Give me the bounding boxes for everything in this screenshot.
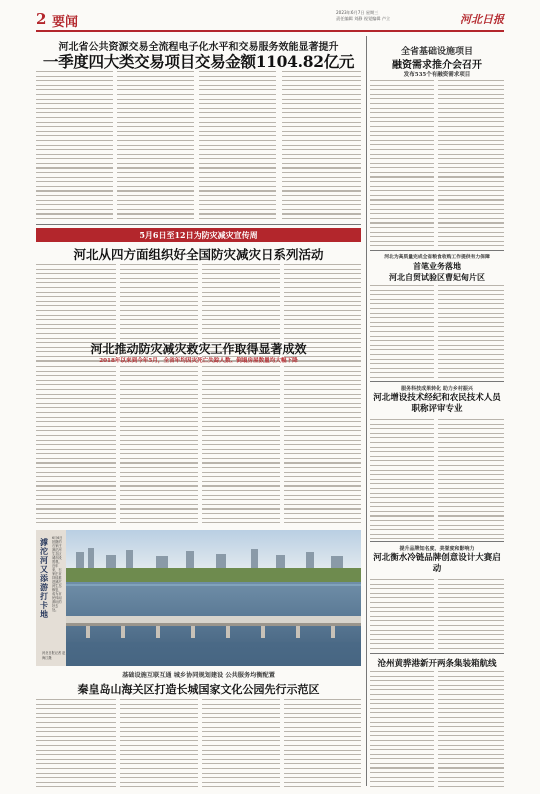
divider bbox=[370, 653, 504, 654]
ftz-kicker: 河北为高质量完成全省粮食收购工作提供有力保障 bbox=[384, 254, 490, 260]
page-meta bbox=[336, 10, 426, 21]
hengshui-kicker: 提升品牌知名度、美誉度和影响力 bbox=[399, 546, 475, 552]
editor-line: 责任编辑 刘静 视觉编辑 卢立 bbox=[336, 15, 391, 21]
rescue-body-col-4 bbox=[284, 366, 361, 526]
photo-caption-panel bbox=[36, 530, 66, 666]
lead-body-col-2 bbox=[117, 71, 194, 221]
photo-caption-text: 6月6日拍摄的石家庄滹沱河生态区城市段景观。近年来，石家庄市持续推进滹沱河生态修复，成为市民休闲游玩的好去处。 bbox=[52, 536, 63, 612]
photo-credit: 河北日报记者 赵海江摄 bbox=[42, 651, 66, 660]
lead-body-col-1 bbox=[36, 71, 113, 221]
qhd-headline: 秦皇岛山海关区打造长城国家文化公园先行示范区 bbox=[77, 683, 320, 696]
disaster-week-banner: 5月6日至12日为防灾减灾宣传周 bbox=[36, 228, 361, 242]
huanghua-body-col-1 bbox=[370, 671, 434, 787]
qhd-body-col-2 bbox=[120, 699, 198, 787]
infra-headline: 融资需求推介会召开 bbox=[392, 60, 482, 71]
infra-body-col-2 bbox=[438, 80, 504, 248]
huanghua-body-col-2 bbox=[438, 671, 504, 787]
lead-body-col-3 bbox=[199, 71, 276, 221]
lead-body-col-4 bbox=[282, 71, 361, 221]
rescue-body-col-3 bbox=[202, 366, 280, 526]
qhd-kicker: 基础设施互联互通 城乡协同规划建设 公共服务均衡配置 bbox=[122, 672, 275, 679]
river-bridge-photo bbox=[66, 530, 361, 666]
ftz-headline-2: 河北自贸试验区曹妃甸片区 bbox=[389, 272, 485, 282]
section-title: 要闻 bbox=[52, 15, 79, 30]
huanghua-headline: 沧州黄骅港新开两条集装箱航线 bbox=[377, 659, 497, 669]
hengshui-body-col-2 bbox=[438, 579, 504, 651]
river-photo-illustration bbox=[66, 530, 361, 666]
rescue-body-col-1 bbox=[36, 366, 116, 526]
date-line: 2023年6月7日 星期三 bbox=[336, 10, 379, 15]
infra-kicker: 全省基础设施项目 bbox=[400, 47, 473, 57]
tech-body-col-2 bbox=[438, 419, 504, 539]
tech-kicker: 服务科技成果转化 助力乡村振兴 bbox=[401, 386, 473, 392]
lead-kicker: 河北省公共资源交易全流程电子化水平和交易服务效能显著提升 bbox=[58, 42, 339, 53]
divider bbox=[370, 541, 504, 542]
qhd-body-col-3 bbox=[202, 699, 280, 787]
column-divider bbox=[366, 36, 367, 786]
hengshui-headline: 河北衡水冷链品牌创意设计大赛启动 bbox=[373, 553, 501, 574]
infra-subheadline: 发布535个有融资需求项目 bbox=[403, 72, 471, 78]
photo-caption-title: 滹沱河又添游打卡地 bbox=[40, 537, 48, 619]
ftz-body-col-2 bbox=[438, 285, 504, 379]
ftz-headline: 首笔业务落地 bbox=[413, 261, 461, 271]
tech-headline: 河北增设技术经纪和农民技术人员职称评审专业 bbox=[373, 393, 501, 414]
disaster-headline: 河北从四方面组织好全国防灾减灾日系列活动 bbox=[73, 247, 324, 262]
newspaper-logo: 河北日报 bbox=[460, 13, 504, 26]
page-number: 2 bbox=[36, 10, 47, 28]
divider bbox=[370, 381, 504, 382]
rescue-headline: 河北推动防灾减灾救灾工作取得显著成效 bbox=[90, 342, 307, 356]
ftz-body-col-1 bbox=[370, 285, 434, 379]
infra-body-col-1 bbox=[370, 80, 434, 248]
tech-body-col-1 bbox=[370, 419, 434, 539]
page-header bbox=[36, 10, 504, 32]
hengshui-body-col-1 bbox=[370, 579, 434, 651]
lead-headline: 一季度四大类交易项目交易金额1104.82亿元 bbox=[42, 52, 355, 71]
qhd-body-col-4 bbox=[284, 699, 361, 787]
bridge-deck bbox=[66, 616, 361, 623]
divider bbox=[36, 224, 361, 225]
qhd-body-col-1 bbox=[36, 699, 116, 787]
rescue-body-col-2 bbox=[120, 366, 198, 526]
rescue-subheadline: 2018年以来到今年5月，全省年均因灾死亡失踪人数、倒塌房屋数量均大幅下降 bbox=[99, 358, 298, 364]
divider bbox=[370, 250, 504, 251]
